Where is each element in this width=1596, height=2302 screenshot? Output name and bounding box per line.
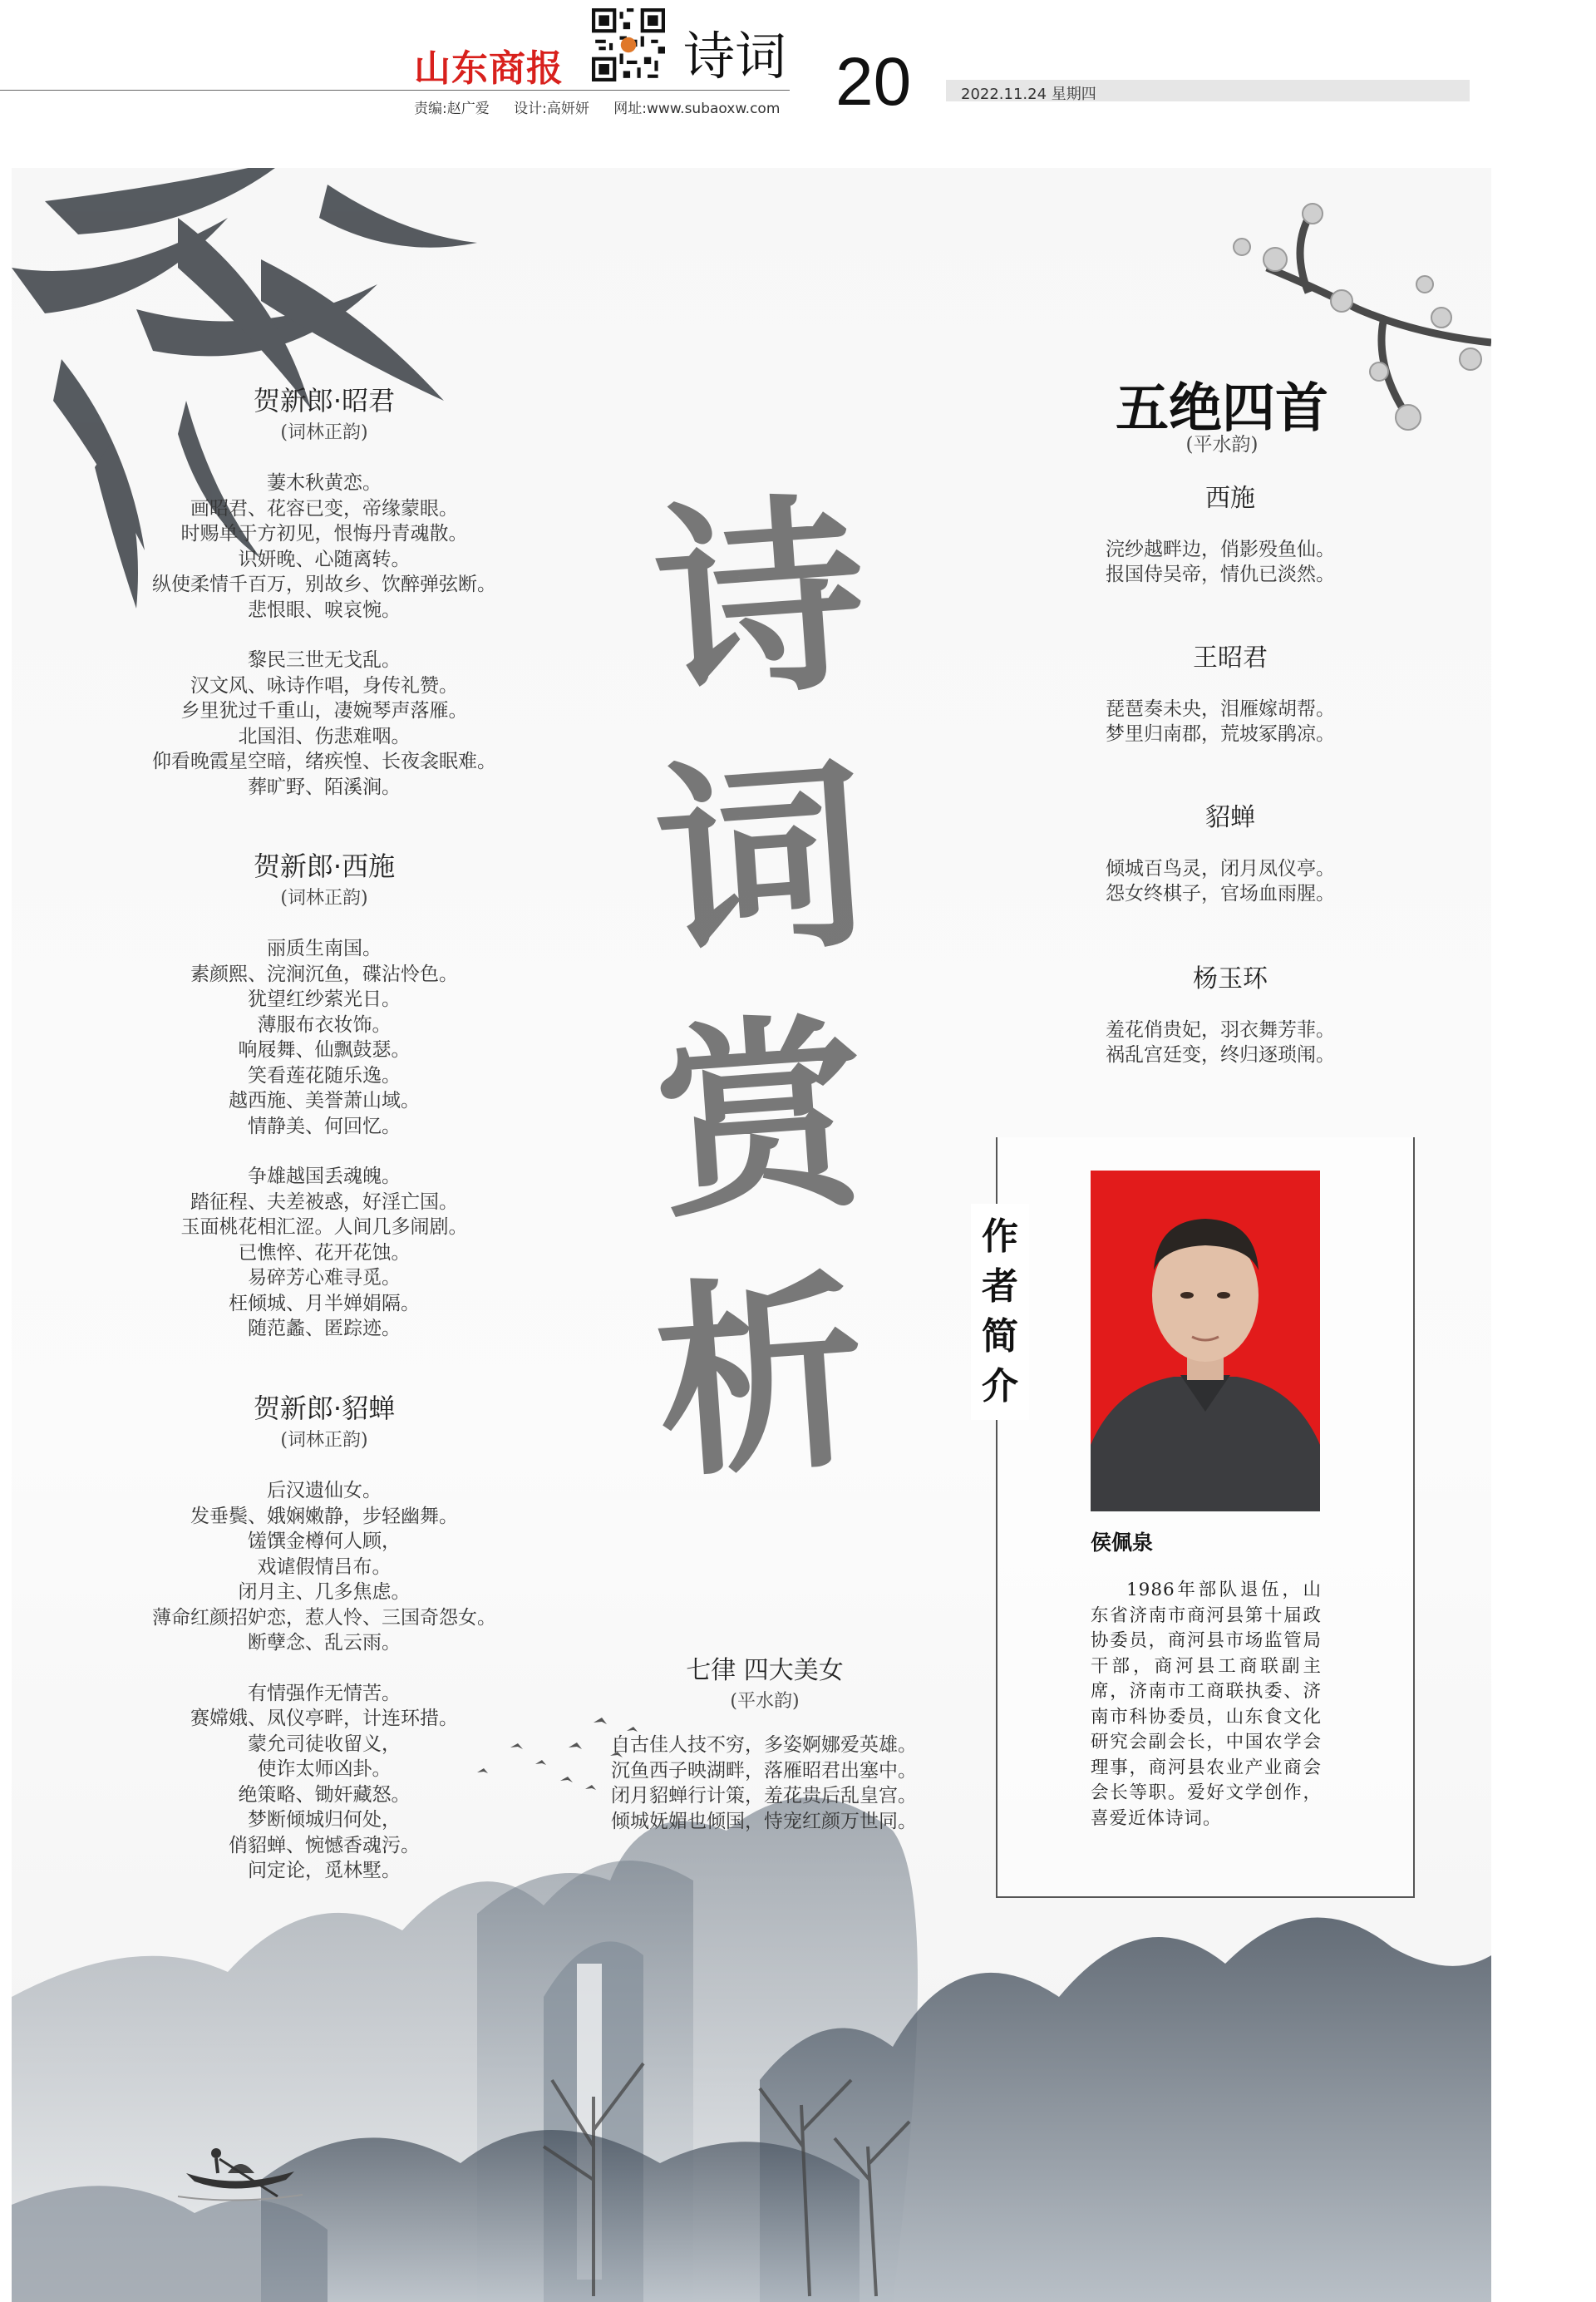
poem-line: 悲恨眼、唳哀惋。	[248, 599, 401, 621]
poem-line: 争雄越国丢魂魄。	[248, 1166, 401, 1187]
quatrain-line: 怨女终棋子，官场血雨腥。	[1106, 883, 1335, 905]
quatrain-line: 报国侍吴帝，情仇已淡然。	[1106, 564, 1335, 585]
poem-line: 丽质生南国。	[267, 938, 382, 959]
poem-line: 易碎芳心难寻觅。	[248, 1267, 401, 1289]
poem-line: 枉倾城、月半婵娟隔。	[229, 1292, 420, 1314]
poem-line: 玉面桃花相汇涩。人间几多闹剧。	[180, 1216, 468, 1238]
poem-subtitle: (词林正韵)	[280, 888, 368, 909]
author-bio: 1986年部队退伍，山东省济南市商河县第十届政协委员，商河县市场监管局干部，商河县工商联副主席，济南市工商联执委、济南市科协委员，山东食文化研究会副会长，中国农学会理事，商河县农业产业商会会长等职。爱好文学创作，喜爱近体诗词。	[1091, 1580, 1322, 1829]
quatrain-line: 祸乱宫廷变，终归逐琐闱。	[1106, 1044, 1335, 1066]
poem-title: 贺新郎·西施	[253, 850, 396, 882]
quatrain-xishi	[1106, 477, 1355, 587]
page-number: 20	[835, 44, 912, 120]
quatrain-yangyuhuan	[1106, 958, 1355, 1067]
newspaper-logo: 山东商报	[414, 47, 564, 90]
calligraphy-title	[636, 470, 885, 1507]
poem-line: 薄服布衣妆饰。	[257, 1013, 392, 1036]
poem-line: 有情强作无情苦。	[248, 1682, 401, 1704]
poem-title: 贺新郎·昭君	[253, 385, 396, 417]
poem-line: 绝策略、锄奸藏怒。	[238, 1783, 411, 1806]
header-rule	[0, 90, 790, 91]
poem-diaochan	[125, 1390, 524, 1884]
calligraphy-char: 析	[648, 1248, 873, 1507]
poem-line: 戏谑假情吕布。	[257, 1555, 392, 1578]
poem-line: 已憔悴、花开花蚀。	[238, 1241, 411, 1264]
poem-line: 时赐单于方初见，恨悔丹青魂散。	[180, 523, 468, 545]
poem-line: 犹望红纱萦光日。	[248, 988, 401, 1010]
quatrain-line: 羞花俏贵妃，羽衣舞芳菲。	[1106, 1019, 1335, 1041]
poem-line: 乡里犹过千重山，凄婉琴声落雁。	[180, 700, 468, 722]
poem-line: 后汉遗仙女。	[267, 1480, 382, 1501]
quatrain-title: 西施	[1205, 484, 1255, 513]
calligraphy-char: 词	[648, 729, 873, 988]
poem-line: 黎民三世无戈乱。	[248, 649, 401, 671]
quatrains-title: 五绝四首	[1116, 378, 1328, 440]
poem-xishi	[125, 848, 524, 1342]
poem-line: 响屐舞、仙飘鼓瑟。	[238, 1039, 411, 1061]
poem-line: 踏征程、夫差被惑，好淫亡国。	[190, 1190, 458, 1213]
poem-line: 自古佳人技不穷，多姿婀娜爱英雄。	[611, 1734, 917, 1756]
author-photo	[1091, 1171, 1320, 1511]
poem-line: 倾城妩媚也倾国，恃宠红颜万世同。	[611, 1810, 917, 1832]
poem-line: 情静美、何回忆。	[248, 1115, 401, 1137]
poem-line: 汉文风、咏诗作唱，身传礼赞。	[190, 674, 458, 697]
date-bar	[946, 80, 1470, 101]
poem-line: 闭月主、几多焦虑。	[238, 1581, 411, 1603]
quatrain-wangzhaojun	[1106, 637, 1355, 747]
quatrain-title: 貂蝉	[1205, 803, 1255, 832]
poem-title: 七律 四大美女	[686, 1656, 844, 1685]
poem-line: 断孽念、乱云雨。	[248, 1632, 401, 1654]
quatrain-line: 浣纱越畔边，俏影殁鱼仙。	[1106, 539, 1335, 560]
poem-line: 越西施、美誉萧山域。	[229, 1090, 420, 1112]
poem-line: 沉鱼西子映湖畔，落雁昭君出塞中。	[611, 1759, 917, 1782]
poem-line: 发垂鬓、娥娴嫩静，步轻幽舞。	[190, 1505, 458, 1527]
poem-line: 萋木秋黄恋。	[267, 472, 382, 494]
poem-zhaojun	[125, 382, 524, 800]
quatrain-title: 王昭君	[1193, 643, 1268, 673]
poem-line: 仰看晚霞星空暗，绪疾惶、长夜衾眠难。	[152, 751, 496, 772]
quatrain-line: 琵琶奏未央，泪雁嫁胡帮。	[1106, 698, 1335, 720]
poem-line: 识妍晚、心随离转。	[238, 548, 411, 570]
poem-line: 纵使柔情千百万，别故乡、饮醉弹弦断。	[152, 574, 496, 595]
author-name: 侯佩泉	[1091, 1531, 1154, 1555]
poem-line: 葬旷野、陌溪涧。	[248, 776, 401, 798]
quatrain-diaochan	[1106, 796, 1355, 906]
poem-four-beauties	[611, 1654, 919, 1834]
poem-line: 画昭君、花容已变，帝缘蒙眼。	[190, 497, 458, 520]
poem-line: 馐馔金樽何人顾，	[248, 1531, 401, 1552]
poem-line: 素颜熙、浣涧沉鱼，碟沾怜色。	[190, 963, 458, 985]
poem-line: 赛嫦娥、凤仪亭畔，计连环措。	[190, 1708, 458, 1729]
poem-subtitle: (词林正韵)	[280, 1430, 368, 1451]
poem-line: 闭月貂蝉行计策，羞花贵后乱皇宫。	[611, 1785, 917, 1807]
section-title: 诗词	[683, 26, 787, 86]
poem-line: 俏貂蝉、惋憾香魂污。	[229, 1834, 420, 1856]
poem-subtitle: (词林正韵)	[280, 422, 368, 443]
quatrain-line: 梦里归南郡，荒坡冢鹃凉。	[1106, 723, 1335, 745]
calligraphy-char: 赏	[648, 988, 873, 1248]
poem-line: 笑看莲花随乐逸。	[248, 1064, 401, 1087]
poem-line: 北国泪、伤悲难咽。	[238, 725, 411, 747]
poem-line: 问定论，觅林墅。	[248, 1860, 401, 1881]
masthead	[0, 0, 1596, 125]
poem-subtitle: (平水韵)	[730, 1691, 800, 1712]
calligraphy-char: 诗	[648, 470, 873, 729]
author-profile-label: 作 者 简 介	[971, 1204, 1029, 1420]
poem-title: 贺新郎·貂蝉	[253, 1393, 396, 1424]
designer-credit: 设计:高妍妍	[514, 101, 589, 117]
quatrains-subtitle: (平水韵)	[1185, 434, 1259, 456]
poem-line: 薄命红颜招妒恋，惹人怜、三国奇怨女。	[152, 1606, 496, 1629]
poem-line: 随范蠡、匿踪迹。	[248, 1318, 401, 1339]
website-credit: 网址:www.subaoxw.com	[613, 101, 781, 117]
poem-line: 使诈太师凶卦。	[257, 1758, 392, 1780]
poem-line: 蒙允司徒收留义，	[248, 1733, 401, 1755]
poem-line: 梦断倾城归何处，	[248, 1809, 401, 1831]
quatrain-title: 杨玉环	[1193, 964, 1268, 993]
editor-credit: 责编:赵广爱	[414, 101, 490, 117]
credits-line	[414, 96, 800, 117]
quatrain-line: 倾城百鸟灵，闭月凤仪亭。	[1106, 858, 1335, 880]
issue-date: 2022.11.24 星期四	[961, 86, 1096, 103]
qr-code-icon	[592, 8, 665, 81]
